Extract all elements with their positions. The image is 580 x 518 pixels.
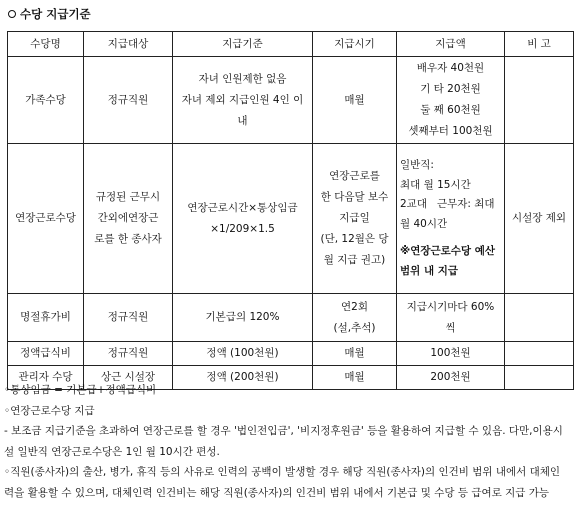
cell-timing: 매월 [313,366,397,390]
cell-target: 정규직원 [84,57,173,144]
cell-line: (설,추석) [333,321,376,334]
cell-criteria [173,57,313,144]
cell-line: 연장근로시간×통상임금 [187,201,298,214]
header-allowance-name: 수당명 [8,32,84,57]
cell-target [84,144,173,294]
cell-line: 씩 [445,321,456,334]
cell-line: 연장근로를 [329,170,380,182]
cell-line: 월 지급 권고) [323,254,386,266]
note-line: 력을 활용할 수 있으며, 대체인력 인건비는 해당 직원(종사자)의 인건비 범위 내에서 기본급 및 수당 등 급여로 지급 가능 [4,486,549,499]
cell-line: ※연장근로수당 예산 [400,245,496,257]
cell-line [400,234,501,242]
cell-line: 일반직: [400,159,434,171]
cell-remarks [505,57,574,144]
cell-line: 자녀 제외 지급인원 4인 이 [181,93,304,106]
header-criteria: 지급기준 [173,32,313,57]
cell-line: 월 40시간 [400,217,448,230]
table-row [8,57,574,144]
cell-remarks: 시설장 제외 [505,144,574,294]
section-title [8,6,91,22]
cell-remarks [505,342,574,366]
cell-line: 셋째부터 100천원 [408,125,493,137]
cell-line: 지급시기마다 60% [406,300,495,313]
cell-line: ×1/209×1.5 [210,222,275,235]
cell-line: 자녀 인원제한 없음 [198,72,287,85]
cell-amount [397,57,505,144]
note-line: ◦통상임금 = 기본급+정액급식비 [4,384,157,396]
table-header-row [8,32,574,57]
cell-line: 간외에연장근 [97,212,159,224]
cell-target: 정규직원 [84,342,173,366]
table-row [8,294,574,342]
header-remarks: 비 고 [505,32,574,57]
cell-line: 한 다음달 보수 [320,191,389,203]
cell-line: (단, 12월은 당 [320,233,389,245]
cell-criteria: 정액 (200천원) [173,366,313,390]
cell-allowance-name: 연장근로수당 [8,144,84,294]
cell-target: 정규직원 [84,294,173,342]
allowance-table [7,31,574,390]
cell-line: 최대 월 15시간 [400,178,471,191]
cell-target: 상근 시설장 [84,366,173,390]
cell-timing [313,144,397,294]
cell-line: 둘 째 60천원 [420,104,481,116]
cell-timing: 매월 [313,57,397,144]
section-title-text: 수당 지급기준 [20,7,91,21]
cell-criteria: 정액 (100천원) [173,342,313,366]
notes-section [4,380,576,503]
cell-line: 범위 내 지급 [400,264,459,277]
cell-line: 기 타 20천원 [420,83,481,95]
cell-amount: 100천원 [397,342,505,366]
cell-line: 지급일 [339,212,370,224]
header-target: 지급대상 [84,32,173,57]
cell-line: 규정된 근무시 [95,191,161,203]
cell-allowance-name: 가족수당 [8,57,84,144]
note-line: ◦연장근로수당 지급 [4,404,95,417]
cell-amount [397,144,505,294]
note-line: ◦직원(종사자)의 출산, 병가, 휴직 등의 사유로 인력의 공백이 발생할 경우 해당 직원(종사자)의 인건비 범위 내에서 대체인 [4,466,561,478]
header-amount: 지급액 [397,32,505,57]
cell-allowance-name: 관리자 수당 [8,366,84,390]
cell-line: 2교대 근무자: 최대 [400,198,495,210]
cell-criteria: 기본급의 120% [173,294,313,342]
cell-allowance-name: 정액급식비 [8,342,84,366]
cell-timing [313,294,397,342]
circle-bullet-icon [8,10,16,18]
cell-allowance-name: 명절휴가비 [8,294,84,342]
cell-line: 배우자 40천원 [416,62,485,74]
cell-timing: 매월 [313,342,397,366]
cell-amount [397,294,505,342]
cell-line: 로를 한 종사자 [94,233,162,245]
table-row [8,144,574,294]
cell-remarks [505,294,574,342]
note-line: - 보조금 지급기준을 초과하여 연장근로를 할 경우 '법인전입금', '비지정후원금' 등을 활용하여 지급할 수 있음. 다만,이용시 [4,425,563,437]
cell-criteria [173,144,313,294]
note-line: 설 일반직 연장근로수당은 1인 월 10시간 편성. [4,445,220,458]
cell-amount: 200천원 [397,366,505,390]
cell-line: 내 [237,114,248,127]
header-timing: 지급시기 [313,32,397,57]
cell-line: 연2회 [341,300,368,313]
table-row [8,342,574,366]
